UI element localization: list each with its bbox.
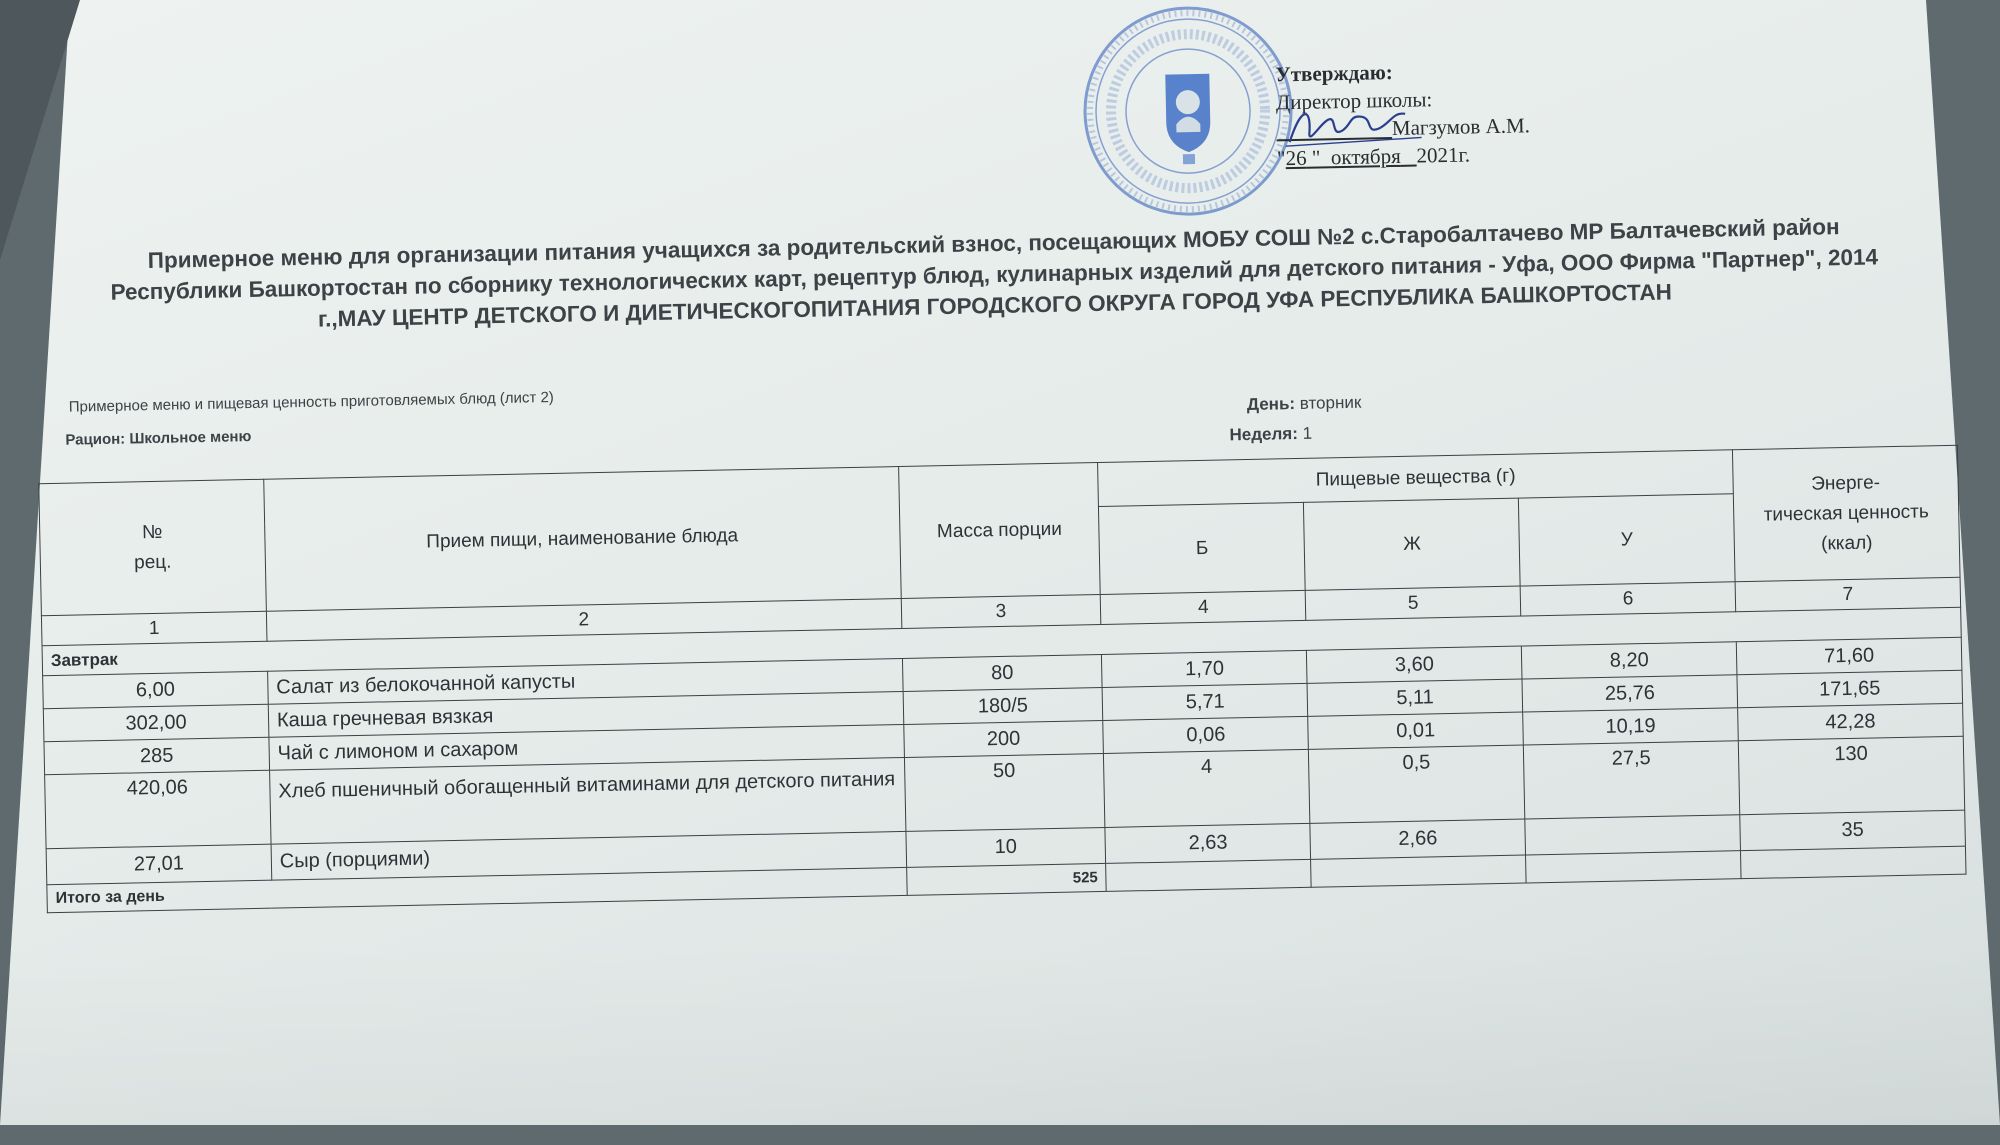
column-number: 6 xyxy=(1520,582,1735,616)
cell-mass: 180/5 xyxy=(903,687,1104,724)
column-number: 2 xyxy=(266,598,901,641)
total-kcal xyxy=(1741,846,1966,879)
cell-mass: 80 xyxy=(902,654,1103,691)
week-value: 1 xyxy=(1302,423,1313,443)
approval-date: "26 " октября 2021г. xyxy=(1276,142,1471,171)
section-breakfast: Завтрак xyxy=(42,607,1961,676)
cell-mass: 10 xyxy=(905,827,1106,867)
total-carbs xyxy=(1526,851,1741,883)
header-energy: Энерге- тическая ценность (ккал) xyxy=(1732,445,1960,581)
cell-carbs: 27,5 xyxy=(1523,741,1739,819)
cell-mass: 200 xyxy=(903,720,1104,757)
column-number: 1 xyxy=(41,611,266,646)
cell-dish: Хлеб пшеничный обогащенный витаминами для детского питания xyxy=(269,757,905,844)
cell-rec: 6,00 xyxy=(43,671,268,709)
header-dish: Прием пищи, наименование блюда xyxy=(264,467,901,612)
official-seal-stamp xyxy=(1079,2,1298,221)
column-number: 4 xyxy=(1101,590,1306,624)
ration-line xyxy=(65,428,251,449)
column-number: 3 xyxy=(901,594,1101,628)
cell-kcal: 35 xyxy=(1740,810,1966,851)
header-protein: Б xyxy=(1099,502,1306,594)
ration-value: Школьное меню xyxy=(129,428,252,448)
cell-protein: 5,71 xyxy=(1102,683,1307,720)
cell-fat: 5,11 xyxy=(1307,679,1522,716)
cell-mass: 50 xyxy=(904,753,1105,831)
week-line xyxy=(1229,424,1312,446)
cell-rec: 302,00 xyxy=(43,704,268,742)
date-day: 26 xyxy=(1285,145,1307,171)
cell-kcal: 42,28 xyxy=(1738,703,1964,741)
approval-position: Директор школы: xyxy=(1275,87,1433,115)
day-line xyxy=(1247,393,1362,415)
cell-carbs: 25,76 xyxy=(1522,675,1737,712)
total-label: Итого за день xyxy=(47,867,907,912)
cell-protein: 2,63 xyxy=(1105,823,1311,863)
ration-label: Рацион: xyxy=(65,430,126,449)
cell-fat: 3,60 xyxy=(1307,646,1522,683)
cell-fat: 0,01 xyxy=(1308,712,1523,749)
cell-carbs: 8,20 xyxy=(1521,642,1736,679)
cell-protein: 1,70 xyxy=(1102,650,1307,687)
cell-dish: Каша гречневая вязкая xyxy=(268,691,903,737)
day-value: вторник xyxy=(1299,392,1362,413)
date-month: октября xyxy=(1330,143,1401,170)
menu-table xyxy=(38,445,1966,913)
approval-title: Утверждаю: xyxy=(1275,60,1393,87)
cell-fat: 0,5 xyxy=(1309,745,1525,823)
cell-dish: Чай с лимоном и сахаром xyxy=(269,724,904,770)
column-number: 5 xyxy=(1305,586,1520,620)
cell-carbs xyxy=(1525,815,1741,855)
column-number: 7 xyxy=(1735,577,1961,612)
header-fat: Ж xyxy=(1304,498,1521,590)
cell-kcal: 71,60 xyxy=(1736,637,1962,675)
total-mass: 525 xyxy=(906,863,1106,895)
sheet-label: Примерное меню и пищевая ценность приготовляемых блюд (лист 2) xyxy=(68,388,554,416)
cell-fat: 2,66 xyxy=(1310,819,1526,859)
header-rec-num: № рец. xyxy=(39,479,266,615)
day-label: День: xyxy=(1246,394,1296,415)
total-fat xyxy=(1311,855,1526,887)
cell-rec: 285 xyxy=(44,737,269,775)
date-quote: " xyxy=(1276,146,1286,171)
cell-rec: 27,01 xyxy=(46,844,272,885)
cell-protein: 4 xyxy=(1104,749,1310,827)
handwritten-signature xyxy=(1281,99,1432,152)
cell-carbs: 10,19 xyxy=(1523,708,1738,745)
cell-kcal: 130 xyxy=(1738,736,1964,815)
director-name: Магзумов А.М. xyxy=(1391,113,1531,141)
total-protein xyxy=(1106,859,1311,891)
document-title: Примерное меню для организации питания учащихся за родительский взнос, посещающих МОБУ СОШ №2 с.Старобалтачево МР Балтачевский район Республики Башкортостан по сборнику технологических карт, рецептур блюд, кулинарных изделий для детского питания - Уфа, ООО Фирма "Партнер", 2014 г.,МАУ ЦЕНТР ДЕТСКОГО И ДИЕТИЧЕСКОГОПИТАНИЯ ГОРОДСКОГО ОКРУГА ГОРОД УФА РЕСПУБЛИКА БАШКОРТОСТАН xyxy=(110,214,1879,332)
header-carbs: У xyxy=(1519,494,1736,586)
header-mass: Масса порции xyxy=(898,463,1101,599)
cell-dish: Салат из белокочанной капусты xyxy=(267,658,902,704)
date-year: 2021г. xyxy=(1416,142,1471,168)
cell-rec: 420,06 xyxy=(45,770,271,848)
header-nutrients: Пищевые вещества (г) xyxy=(1098,450,1733,507)
week-label: Неделя: xyxy=(1229,423,1299,445)
cell-protein: 0,06 xyxy=(1103,716,1308,753)
cell-dish: Сыр (порциями) xyxy=(271,831,906,880)
cell-kcal: 171,65 xyxy=(1737,670,1963,708)
